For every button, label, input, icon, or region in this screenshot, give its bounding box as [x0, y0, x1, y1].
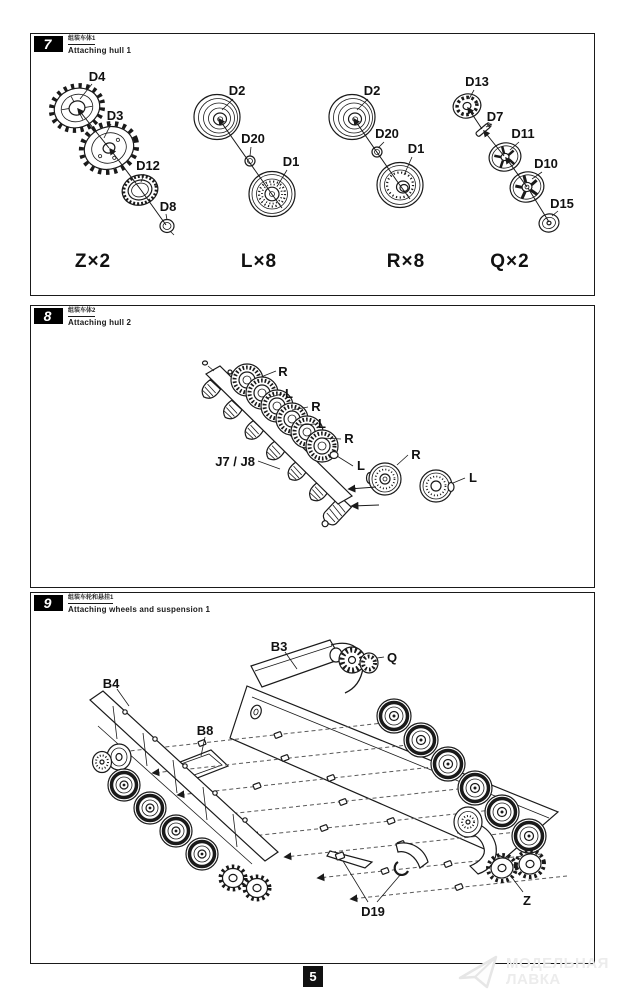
step-8-title-cn: 组装车体2 [68, 308, 95, 317]
part-label-d13: D13 [465, 74, 489, 89]
part-label-d4: D4 [88, 69, 106, 84]
cap-d15 [537, 212, 561, 235]
loose-wheel-l [420, 470, 454, 502]
sprocket-group-z [45, 69, 176, 272]
step-7-title-cn: 组装车体1 [68, 36, 95, 45]
part-label-r-d2: D2 [363, 83, 381, 98]
page-number: 5 [303, 966, 323, 987]
count-label-l: L×8 [240, 251, 278, 272]
count-label-q: Q×2 [490, 251, 530, 272]
watermark [456, 946, 620, 998]
roadwheel-l-d2 [194, 95, 240, 140]
label-q: Q [387, 650, 398, 665]
assembly-arrow-2 [352, 505, 379, 506]
part-label-d15: D15 [550, 196, 574, 211]
step-8-header [34, 308, 131, 328]
part-label-l-d2: D2 [228, 83, 246, 98]
hull-plate-b3 [230, 640, 558, 868]
step-9-title-cn: 组装车轮和悬挂1 [68, 595, 113, 604]
step-9-diagram [30, 592, 595, 964]
spoked-wheel-d11 [486, 139, 524, 174]
part-label-d12: D12 [136, 158, 160, 173]
step-8-diagram [30, 305, 595, 588]
part-label-d8: D8 [159, 199, 177, 214]
sprocket-d4 [45, 79, 108, 137]
step-9-titles [68, 595, 210, 615]
pin-d7 [475, 122, 492, 137]
label-b8: B8 [196, 723, 214, 738]
part-label-d3: D3 [106, 108, 124, 123]
step-8-titles [68, 308, 131, 328]
part-label-l-d1: D1 [282, 154, 300, 169]
wheel-label-1: R [278, 364, 288, 379]
end-spring [317, 496, 351, 531]
step-8-number: 8 [34, 308, 63, 324]
watermark-line1: МОДЕЛЬНАЯ [506, 955, 609, 972]
step-7-header [34, 36, 131, 56]
hub-cap-d8 [160, 220, 174, 236]
loose-wheel-label-r: R [411, 447, 421, 462]
wheel-label-2: L [285, 386, 293, 401]
count-label-z: Z×2 [74, 251, 112, 272]
roadwheel-group-l [194, 83, 299, 272]
step-7-titles [68, 36, 131, 56]
wheel-label-6: L [357, 458, 365, 473]
paper-plane-logo [456, 950, 500, 994]
part-label-d10: D10 [534, 156, 558, 171]
watermark-text [506, 956, 609, 988]
label-z: Z [523, 893, 531, 908]
label-d19: D19 [361, 904, 385, 919]
count-label-r: R×8 [386, 251, 426, 272]
beam-label-j7-j8: J7 / J8 [215, 454, 255, 469]
roadwheel-group-r [329, 83, 425, 272]
step-7-number: 7 [34, 36, 63, 52]
part-label-l-d20: D20 [241, 131, 265, 146]
step-9-number: 9 [34, 595, 63, 611]
roadwheel-r-d2 [329, 95, 375, 140]
part-label-d7: D7 [486, 109, 504, 124]
loose-wheel-r [367, 463, 402, 495]
loose-wheel-label-l: L [469, 470, 477, 485]
step-9-header [34, 595, 210, 615]
idler-assembly-q [330, 647, 378, 673]
drum-d13 [450, 91, 483, 121]
step-9-title-en: Attaching wheels and suspension 1 [68, 605, 211, 614]
hub-ring-d12 [119, 171, 162, 209]
part-label-r-d1: D1 [407, 141, 425, 156]
part-label-r-d20: D20 [375, 126, 399, 141]
step-7-diagram [30, 33, 595, 296]
step-8-title-en: Attaching hull 2 [68, 318, 132, 327]
label-b3: B3 [270, 639, 288, 654]
wheel-label-5: R [344, 431, 354, 446]
watermark-line2: ЛАВКА [506, 971, 561, 988]
idler-group-q [450, 74, 574, 272]
step-7-title-en: Attaching hull 1 [68, 46, 132, 55]
wheel-label-3: R [311, 399, 321, 414]
label-b4: B4 [102, 676, 120, 691]
part-label-d11: D11 [511, 126, 535, 141]
wheel-label-4: L [318, 416, 326, 431]
